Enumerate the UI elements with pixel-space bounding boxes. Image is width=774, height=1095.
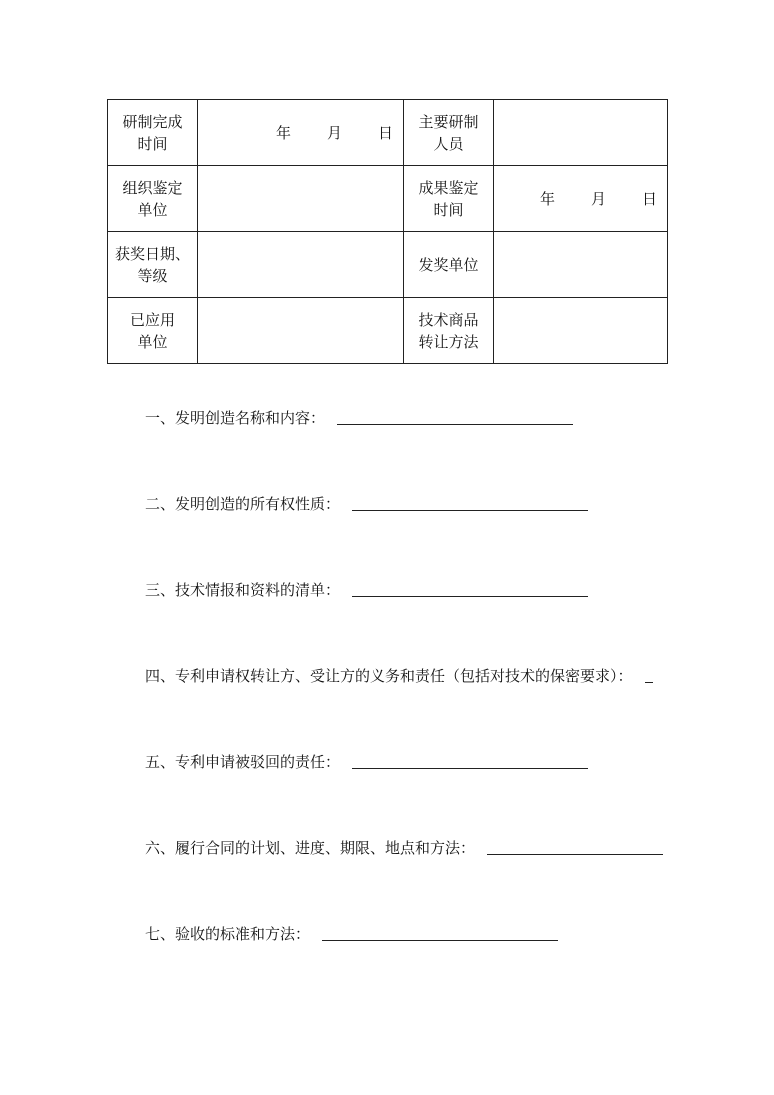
clause-3 xyxy=(145,579,588,601)
day-label: 日 xyxy=(377,123,393,142)
clause-label: 四、专利申请权转让方、受让方的义务和责任（包括对技术的保密要求）： xyxy=(145,667,633,685)
year-label: 年 xyxy=(275,123,291,142)
year-label: 年 xyxy=(539,189,555,208)
info-table xyxy=(107,99,668,364)
label-main-researchers: 主要研制 人员 xyxy=(404,100,494,166)
table-row xyxy=(108,298,668,364)
label-transfer-method: 技术商品 转让方法 xyxy=(404,298,494,364)
month-label: 月 xyxy=(326,123,342,142)
clause-1 xyxy=(145,407,573,429)
clause-5 xyxy=(145,751,588,773)
label-award-org: 发奖单位 xyxy=(404,232,494,298)
award-org-field[interactable] xyxy=(494,232,668,298)
completion-date-field[interactable] xyxy=(198,100,404,166)
main-researchers-field[interactable] xyxy=(494,100,668,166)
appraisal-org-field[interactable] xyxy=(198,166,404,232)
clause-label: 五、专利申请被驳回的责任： xyxy=(145,753,341,771)
table-row xyxy=(108,100,668,166)
fill-in-blank[interactable] xyxy=(352,510,588,511)
month-label: 月 xyxy=(590,189,606,208)
clause-label: 三、技术情报和资料的清单： xyxy=(145,581,341,599)
fill-in-blank[interactable] xyxy=(645,682,653,683)
appraisal-date-field[interactable] xyxy=(494,166,668,232)
label-completion-time: 研制完成 时间 xyxy=(108,100,198,166)
label-applied-org: 已应用 单位 xyxy=(108,298,198,364)
fill-in-blank[interactable] xyxy=(337,424,573,425)
clause-6 xyxy=(145,837,663,859)
label-award-date-level: 获奖日期、 等级 xyxy=(108,232,198,298)
clause-label: 二、发明创造的所有权性质： xyxy=(145,495,341,513)
table-row xyxy=(108,232,668,298)
label-appraisal-time: 成果鉴定 时间 xyxy=(404,166,494,232)
fill-in-blank[interactable] xyxy=(352,596,588,597)
clause-7 xyxy=(145,923,558,945)
fill-in-blank[interactable] xyxy=(487,854,663,855)
clause-label: 一、发明创造名称和内容： xyxy=(145,409,326,427)
fill-in-blank[interactable] xyxy=(352,768,588,769)
applied-org-field[interactable] xyxy=(198,298,404,364)
fill-in-blank[interactable] xyxy=(322,940,558,941)
award-date-level-field[interactable] xyxy=(198,232,404,298)
clause-2 xyxy=(145,493,588,515)
table-row xyxy=(108,166,668,232)
label-appraisal-org: 组织鉴定 单位 xyxy=(108,166,198,232)
clause-4 xyxy=(145,665,653,687)
clause-label: 六、履行合同的计划、进度、期限、地点和方法： xyxy=(145,839,476,857)
clause-label: 七、验收的标准和方法： xyxy=(145,925,311,943)
transfer-method-field[interactable] xyxy=(494,298,668,364)
day-label: 日 xyxy=(641,189,657,208)
